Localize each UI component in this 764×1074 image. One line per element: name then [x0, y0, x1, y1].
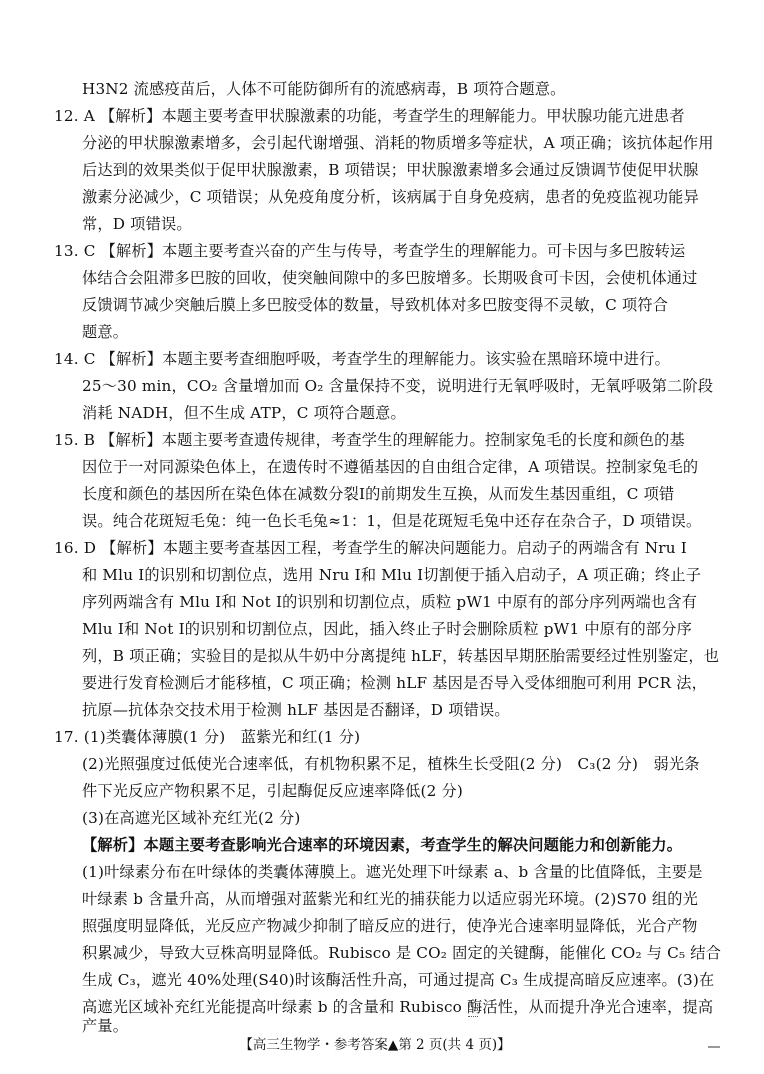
text-line: 要进行发育检测后才能移植，C 项正确；检测 hLF 基因是否导入受体细胞可利用 PCR 法，: [82, 674, 708, 692]
text-line: 体结合会阻滞多巴胺的回收，使突触间隙中的多巴胺增多。长期吸食可卡因，会使机体通过: [82, 269, 698, 287]
text-line: 高遮光区域补充红光能提高叶绿素 b 的含量和 Rubisco 酶活性，从而提升净光合速率，提高: [82, 998, 714, 1016]
text-line: 件下光反应产物积累不足，引起酶促反应速率降低(2 分): [82, 782, 464, 800]
text-line: 后达到的效果类似于促甲状腺激素，B 项错误；甲状腺激素增多会通过反馈调节使促甲状腺: [82, 161, 699, 179]
text-line: 长度和颜色的基因所在染色体在减数分裂Ⅰ的前期发生互换，从而发生基因重组，C 项错: [82, 485, 675, 503]
text-line: H3N2 流感疫苗后，人体不可能防御所有的流感病毒，B 项符合题意。: [82, 80, 566, 98]
text-line: (2)光照强度过低使光合速率低，有机物积累不足，植株生长受阻(2 分) C₃(2 分) 弱光条: [82, 755, 700, 773]
text-line: 【解析】本题主要考查影响光合速率的环境因素，考查学生的解决问题能力和创新能力。: [82, 836, 683, 854]
text-line: 列，B 项正确；实验目的是拟从牛奶中分离提纯 hLF，转基因早期胚胎需要经过性别鉴定，也: [82, 647, 720, 665]
text-line: 误。纯合花斑短毛兔：纯一色长毛兔≈1：1，但是花斑短毛兔中还存在杂合子，D 项错误。: [82, 512, 702, 530]
text-line: 抗原—抗体杂交技术用于检测 hLF 基因是否翻译，D 项错误。: [82, 701, 510, 719]
dotted-mark: [468, 1012, 478, 1017]
text-line: (3)在高遮光区域补充红光(2 分): [82, 809, 301, 827]
text-line: (1)叶绿素分布在叶绿体的类囊体薄膜上。遮光处理下叶绿素 a、b 含量的比值降低，主要是: [82, 863, 703, 881]
text-line: Mlu Ⅰ和 Not Ⅰ的识别和切割位点，因此，插入终止子时会删除质粒 pW1 中原有的部分序: [82, 620, 693, 638]
text-line: 激素分泌减少，C 项错误；从免疫角度分析，该病属于自身免疫病，患者的免疫监视功能异: [82, 188, 699, 206]
text-line: 照强度明显降低，光反应产物减少抑制了暗反应的进行，使净光合速率明显降低，光合产物: [82, 917, 698, 935]
text-line: 和 Mlu Ⅰ的识别和切割位点，选用 Nru Ⅰ和 Mlu Ⅰ切割便于插入启动子，A 项正确；终止子: [82, 566, 702, 584]
text-line: 产量。: [82, 1017, 129, 1035]
text-line: 常，D 项错误。: [82, 215, 192, 233]
text-line: 17. (1)类囊体薄膜(1 分) 蓝紫光和红(1 分): [54, 728, 361, 746]
text-line: 25～30 min，CO₂ 含量增加而 O₂ 含量保持不变，说明进行无氧呼吸时，无氧呼吸第二阶段: [82, 377, 714, 395]
text-line: 生成 C₃，遮光 40%处理(S40)时该酶活性升高，可通过提高 C₃ 生成提高暗反应速率。(3)在: [82, 971, 715, 989]
text-line: 序列两端含有 Mlu Ⅰ和 Not Ⅰ的识别和切割位点，质粒 pW1 中原有的部分序列两端也含有: [82, 593, 698, 611]
text-line: 16. D 【解析】本题主要考查基因工程，考查学生的解决问题能力。启动子的两端含有 Nru Ⅰ: [54, 539, 687, 557]
footer-text: 【高三生物学・参考答案▲第 2 页(共 4 页)】: [239, 1037, 511, 1053]
text-line: 积累减少，导致大豆株高明显降低。Rubisco 是 CO₂ 固定的关键酶，能催化 CO₂ 与 C₅ 结合: [82, 944, 722, 962]
text-line: 分泌的甲状腺激素增多，会引起代谢增强、消耗的物质增多等症状，A 项正确；该抗体起作用: [82, 134, 714, 152]
corner-mark: [708, 1046, 720, 1048]
page-footer: [0, 1036, 764, 1054]
text-line: 因位于一对同源染色体上，在遗传时不遵循基因的自由组合定律，A 项错误。控制家兔毛的: [82, 458, 699, 476]
text-line: 叶绿素 b 含量升高，从而增强对蓝紫光和红光的捕获能力以适应弱光环境。(2)S70 组的光: [82, 890, 699, 908]
text-line: 12. A 【解析】本题主要考查甲状腺激素的功能，考查学生的理解能力。甲状腺功能亢进患者: [54, 107, 685, 125]
text-line: 反馈调节减少突触后膜上多巴胺受体的数量，导致机体对多巴胺变得不灵敏，C 项符合: [82, 296, 669, 314]
text-line: 14. C 【解析】本题主要考查细胞呼吸，考查学生的理解能力。该实验在黑暗环境中进行。: [54, 350, 670, 368]
text-line: 13. C 【解析】本题主要考查兴奋的产生与传导，考查学生的理解能力。可卡因与多巴胺转运: [54, 242, 686, 260]
text-line: 15. B 【解析】本题主要考查遗传规律，考查学生的理解能力。控制家兔毛的长度和颜色的基: [54, 431, 685, 449]
text-line: 消耗 NADH，但不生成 ATP，C 项符合题意。: [82, 404, 406, 422]
text-line: 题意。: [82, 323, 129, 341]
